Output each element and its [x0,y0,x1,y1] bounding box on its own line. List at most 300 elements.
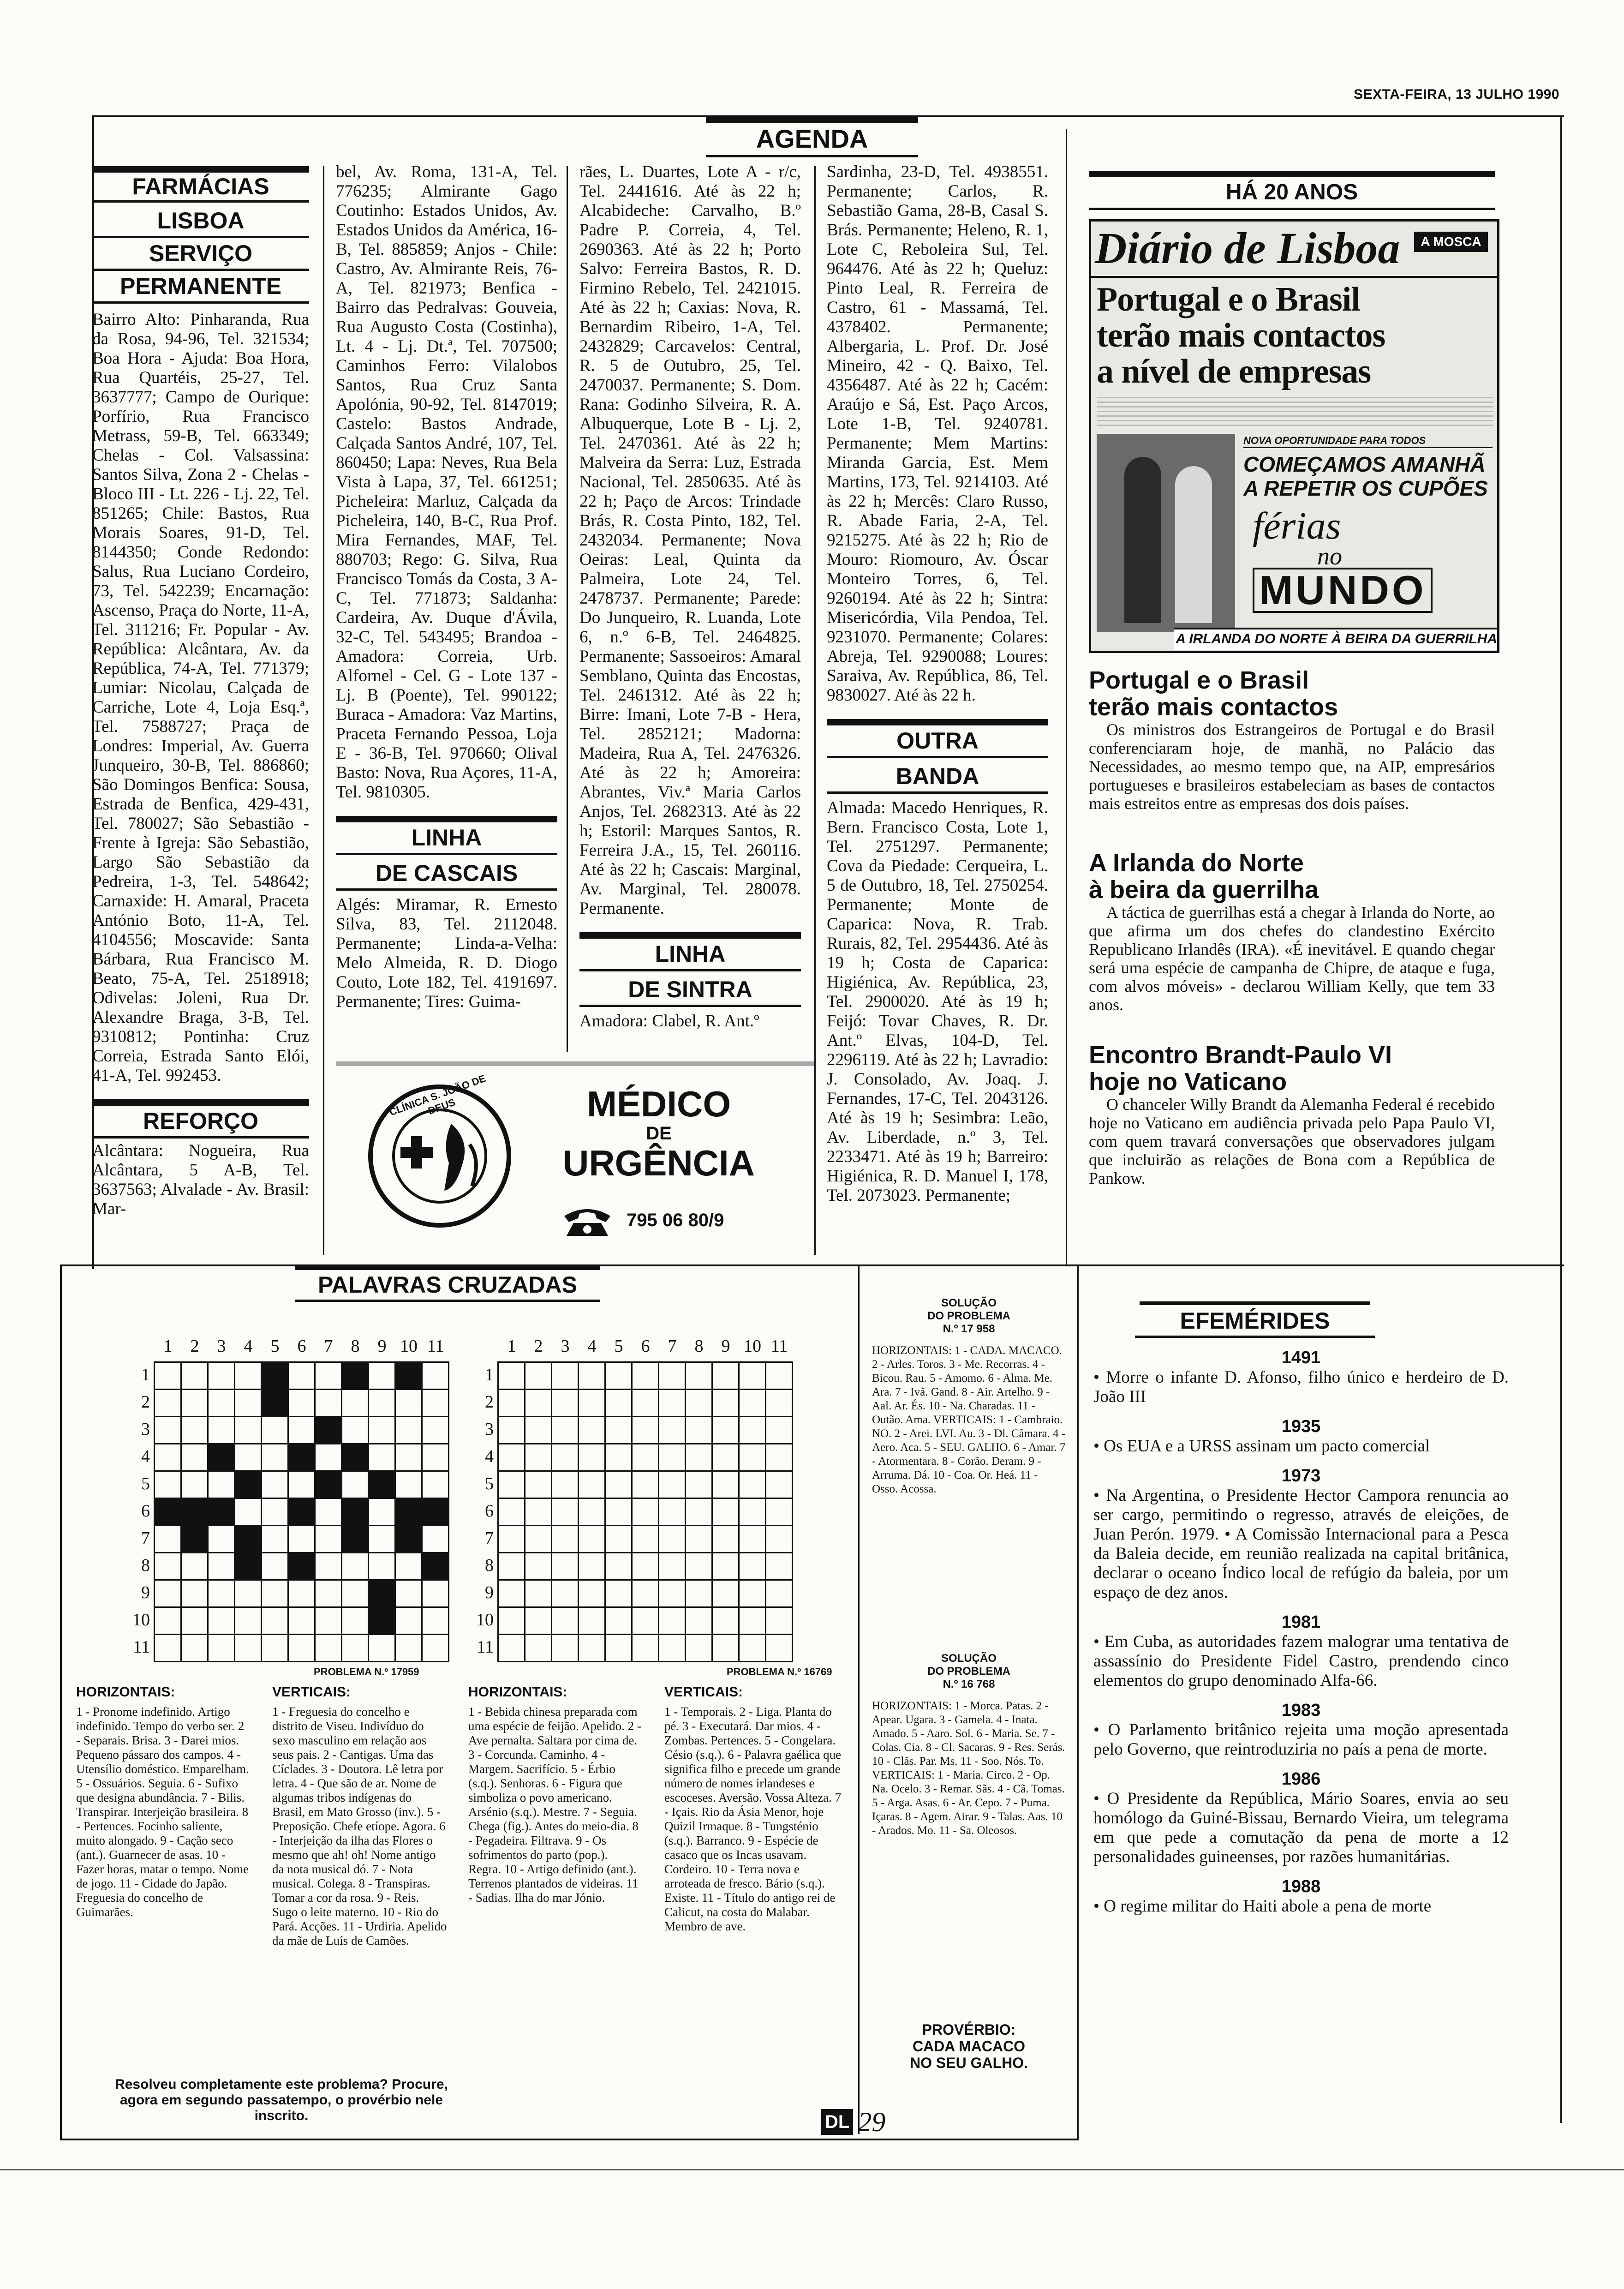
grid-black-cell [288,1553,315,1580]
col-number: 7 [668,1336,677,1356]
grid-cell[interactable] [395,1471,422,1498]
grid-cell[interactable] [525,1498,552,1526]
grid-cell[interactable] [422,1390,449,1417]
grid-cell[interactable] [739,1580,766,1607]
grid-2-row-numbers [475,1361,494,1661]
efemeride-item [1093,1612,1509,1690]
grid-cell[interactable] [155,1607,181,1635]
grid-cell[interactable] [315,1444,342,1471]
grid-cell[interactable] [315,1580,342,1607]
farmacias-heading [92,166,309,203]
grid-cell[interactable] [605,1580,632,1607]
efemeride-text: • O Presidente da República, Mário Soares, envia ao seu homólogo da Guiné-Bissau, Bernardo Vieira, um telegrama em que pede a comutação da pena de morte a 12 personalidades guineenses, por razões humanitárias. [1093,1789,1509,1866]
grid-cell[interactable] [288,1390,315,1417]
col-number: 11 [770,1336,788,1356]
grid-cell[interactable] [395,1607,422,1635]
grid-cell[interactable] [498,1417,525,1444]
grid-cell[interactable] [262,1607,288,1635]
clues-text: 1 - Temporais. 2 - Liga. Planta do pé. 3 - Executará. Dar mios. 4 - Zombas. Pertences. 5 - Congelara. Césio (s.q.). 6 - Palavra gaélica que significa filho e precede um grande número de nomes irlandeses e escoceses. Aversão. Vossa Alteza. 7 - Içais. Rio da Ásia Menor, hoje Quizil Irmaque. 8 - Tungsténio (s.q.). Barranco. 9 - Espécie de casaco que os Incas usavam. Cordeiro. 10 - Terra nova e arroteada de fresco. Bário (s.q.). Existe. 11 - Título do antigo rei de Calicut, na costa do Malabar. Membro de ave. [664,1705,842,1933]
grid-cell[interactable] [632,1390,659,1417]
grid-cell[interactable] [422,1471,449,1498]
article-1-title: terão mais contactos [1089,693,1338,721]
agenda-col-4 [827,162,1048,1205]
grid-cell[interactable] [739,1498,766,1526]
grid-cell[interactable] [181,1471,208,1498]
grid-cell[interactable] [181,1417,208,1444]
grid-cell[interactable] [498,1362,525,1390]
grid-cell[interactable] [739,1417,766,1444]
grid-cell[interactable] [712,1417,739,1444]
grid-cell[interactable] [525,1362,552,1390]
linha-label: LINHA [655,941,726,967]
reforco-heading: REFORÇO [92,1099,309,1139]
solution-2 [872,1652,1066,1838]
grid-cell[interactable] [235,1607,262,1635]
grid-cell[interactable] [498,1607,525,1635]
grid-cell[interactable] [498,1635,525,1662]
grid-cell[interactable] [208,1526,235,1553]
grid-cell[interactable] [605,1417,632,1444]
row-number: 3 [141,1420,150,1439]
grid-cell[interactable] [712,1390,739,1417]
grid-cell[interactable] [422,1580,449,1607]
grid-cell[interactable] [552,1553,579,1580]
grid-cell[interactable] [659,1362,686,1390]
column-rule [1066,129,1067,1264]
grid-cell[interactable] [395,1553,422,1580]
grid-cell[interactable] [342,1607,369,1635]
grid-cell[interactable] [712,1498,739,1526]
grid-cell[interactable] [605,1526,632,1553]
grid-cell[interactable] [208,1635,235,1662]
grid-cell[interactable] [739,1553,766,1580]
grid-cell[interactable] [208,1607,235,1635]
col-number: 2 [190,1336,199,1356]
grid-cell[interactable] [422,1635,449,1662]
grid-cell[interactable] [422,1526,449,1553]
grid-cell[interactable] [155,1471,181,1498]
grid-cell[interactable] [315,1498,342,1526]
solution-heading-line: N.º 17 958 [943,1323,995,1335]
row-number: 11 [477,1637,494,1657]
grid-black-cell [342,1498,369,1526]
ha20anos-article-1 [1089,667,1495,813]
crossword-grid-1[interactable] [154,1361,449,1662]
solution-1 [872,1297,1066,1496]
grid-cell[interactable] [288,1526,315,1553]
clues-text: 1 - Pronome indefinido. Artigo indefinido. Tempo do verbo ser. 2 - Separais. Brisa. 3 - Darei mios. Pequeno pássaro dos campos. 4 - Utensílio doméstico. Emparelham. 5 - Ossuários. Seguia. 6 - Sufixo que designa abundância. 7 - Bilis. Transpirar. Interjeição brasileira. 8 - Pertences. Focinho saliente, muito alongado. 9 - Cação seco (ant.). Guarnecer de asas. 10 - Fazer horas, matar o tempo. Nome de jogo. 11 - Cidade do Japão. Freguesia do concelho de Guimarães. [76,1705,249,1919]
grid-cell[interactable] [498,1471,525,1498]
grid-cell[interactable] [235,1417,262,1444]
grid-cell[interactable] [766,1390,793,1417]
grid-cell[interactable] [632,1607,659,1635]
crossword-grid-2[interactable] [497,1361,793,1662]
crossword-header [295,1264,600,1302]
grid-cell[interactable] [342,1471,369,1498]
grid-cell[interactable] [525,1526,552,1553]
grid-cell[interactable] [369,1635,395,1662]
grid-cell[interactable] [632,1362,659,1390]
grid-cell[interactable] [686,1444,712,1471]
dateline: SEXTA-FEIRA, 13 JULHO 1990 [1354,87,1559,102]
grid-cell[interactable] [342,1580,369,1607]
grid-cell[interactable] [395,1580,422,1607]
grid-cell[interactable] [632,1553,659,1580]
grid-cell[interactable] [525,1635,552,1662]
grid-cell[interactable] [579,1580,605,1607]
grid-cell[interactable] [712,1580,739,1607]
resolveu-note: Resolveu completamente este problema? Procure, agora em segundo passatempo, o provérbio nele inscrito. [115,2077,448,2123]
grid-cell[interactable] [712,1607,739,1635]
grid-cell[interactable] [686,1390,712,1417]
grid-cell[interactable] [262,1553,288,1580]
grid-cell[interactable] [632,1498,659,1526]
grid-cell[interactable] [766,1607,793,1635]
article-2-title: A Irlanda do Norte [1089,849,1304,877]
grid-cell[interactable] [395,1444,422,1471]
grid-cell[interactable] [766,1553,793,1580]
grid-cell[interactable] [605,1635,632,1662]
grid-cell[interactable] [766,1526,793,1553]
grid-cell[interactable] [498,1390,525,1417]
grid-cell[interactable] [369,1390,395,1417]
grid-cell[interactable] [739,1471,766,1498]
grid-cell[interactable] [579,1553,605,1580]
grid-cell[interactable] [369,1498,395,1526]
grid-cell[interactable] [369,1553,395,1580]
grid-cell[interactable] [552,1471,579,1498]
grid-cell[interactable] [369,1444,395,1471]
grid-cell[interactable] [315,1607,342,1635]
grid-cell[interactable] [262,1526,288,1553]
grid-cell[interactable] [739,1526,766,1553]
grid-cell[interactable] [181,1607,208,1635]
grid-cell[interactable] [766,1580,793,1607]
grid-cell[interactable] [739,1444,766,1471]
col-number: 9 [377,1336,387,1356]
agenda-col-2 [336,162,557,1012]
masthead-rule [1091,276,1497,278]
grid-cell[interactable] [181,1635,208,1662]
col-number: 6 [641,1336,650,1356]
grid-cell[interactable] [395,1390,422,1417]
grid-cell[interactable] [686,1580,712,1607]
grid-cell[interactable] [552,1444,579,1471]
grid-cell[interactable] [766,1635,793,1662]
grid-black-cell [422,1498,449,1526]
grid-cell[interactable] [208,1390,235,1417]
proverbio-box [872,2021,1066,2071]
column-rule [567,166,568,1052]
grid-cell[interactable] [579,1526,605,1553]
grid-cell[interactable] [395,1417,422,1444]
col-number: 3 [561,1336,570,1356]
row-number: 9 [141,1583,150,1602]
grid-black-cell [288,1498,315,1526]
grid-cell[interactable] [766,1417,793,1444]
grid-cell[interactable] [766,1362,793,1390]
grid-cell[interactable] [766,1471,793,1498]
grid-cell[interactable] [288,1471,315,1498]
col-number: 10 [400,1336,418,1356]
grid-cell[interactable] [659,1526,686,1553]
grid-cell[interactable] [579,1417,605,1444]
grid-cell[interactable] [605,1607,632,1635]
grid-cell[interactable] [395,1635,422,1662]
grid-cell[interactable] [342,1553,369,1580]
grid-cell[interactable] [208,1362,235,1390]
grid-cell[interactable] [686,1635,712,1662]
grid-cell[interactable] [739,1635,766,1662]
col-number: 8 [694,1336,704,1356]
article-2-title: à beira da guerrilha [1089,876,1319,904]
front-comecamos-line: A REPETIR OS CUPÕES [1243,476,1488,500]
grid-cell[interactable] [686,1417,712,1444]
grid-cell[interactable] [632,1417,659,1444]
grid-cell[interactable] [659,1553,686,1580]
grid-cell[interactable] [659,1498,686,1526]
grid-cell[interactable] [315,1390,342,1417]
clues-heading: HORIZONTAIS: [76,1684,175,1700]
grid-cell[interactable] [498,1580,525,1607]
grid-cell[interactable] [659,1471,686,1498]
grid-cell[interactable] [181,1444,208,1471]
grid-cell[interactable] [181,1362,208,1390]
grid-cell[interactable] [552,1498,579,1526]
clues-heading: VERTICAIS: [272,1684,351,1700]
grid-cell[interactable] [712,1362,739,1390]
grid-black-cell [235,1471,262,1498]
grid-cell[interactable] [686,1607,712,1635]
grid-cell[interactable] [422,1444,449,1471]
outra-banda-heading [827,719,1048,758]
grid-cell[interactable] [579,1635,605,1662]
grid-cell[interactable] [686,1526,712,1553]
grid-cell[interactable] [498,1526,525,1553]
col-number: 8 [351,1336,360,1356]
grid-cell[interactable] [208,1417,235,1444]
grid-cell[interactable] [632,1471,659,1498]
grid-cell[interactable] [498,1498,525,1526]
grid-cell[interactable] [369,1362,395,1390]
grid-cell[interactable] [181,1580,208,1607]
grid-cell[interactable] [262,1444,288,1471]
grid-cell[interactable] [342,1390,369,1417]
grid-cell[interactable] [315,1635,342,1662]
grid-cell[interactable] [605,1471,632,1498]
grid-cell[interactable] [155,1553,181,1580]
grid-cell[interactable] [181,1553,208,1580]
grid-cell[interactable] [579,1471,605,1498]
front-comecamos [1243,452,1493,500]
grid-cell[interactable] [686,1471,712,1498]
grid-cell[interactable] [235,1362,262,1390]
grid-cell[interactable] [632,1635,659,1662]
grid-cell[interactable] [552,1362,579,1390]
grid-cell[interactable] [235,1580,262,1607]
grid-cell[interactable] [712,1553,739,1580]
row-number: 6 [141,1501,150,1521]
grid-cell[interactable] [288,1417,315,1444]
grid-cell[interactable] [525,1580,552,1607]
grid-cell[interactable] [155,1390,181,1417]
row-number: 9 [485,1583,494,1602]
grid-cell[interactable] [605,1553,632,1580]
grid-cell[interactable] [659,1390,686,1417]
grid-cell[interactable] [605,1498,632,1526]
grid-cell[interactable] [342,1417,369,1444]
grid-cell[interactable] [525,1444,552,1471]
grid-cell[interactable] [579,1444,605,1471]
grid-cell[interactable] [632,1526,659,1553]
grid-cell[interactable] [155,1635,181,1662]
cascais-text: Algés: Miramar, R. Ernesto Silva, 83, Tel. 2112048. Permanente; Linda-a-Velha: Melo Almeida, R. D. Diogo Couto, Lote 182, Tel. 4191697. Permanente; Tires: Guima- [336,895,557,1011]
grid-cell[interactable] [712,1635,739,1662]
grid-cell[interactable] [155,1444,181,1471]
grid-black-cell [181,1498,208,1526]
grid-cell[interactable] [525,1607,552,1635]
grid-cell[interactable] [739,1607,766,1635]
solution-heading-line: SOLUÇÃO [941,1652,997,1665]
grid-cell[interactable] [632,1580,659,1607]
grid-cell[interactable] [155,1362,181,1390]
grid-cell[interactable] [552,1580,579,1607]
grid-cell[interactable] [181,1390,208,1417]
clues-heading: HORIZONTAIS: [468,1684,567,1700]
grid-cell[interactable] [422,1417,449,1444]
grid-cell[interactable] [552,1607,579,1635]
grid-cell[interactable] [659,1417,686,1444]
grid-cell[interactable] [712,1444,739,1471]
row-number: 10 [476,1610,494,1630]
efemeride-year: 1983 [1281,1701,1321,1720]
grid-cell[interactable] [552,1390,579,1417]
grid-cell[interactable] [712,1471,739,1498]
efemeride-year: 1988 [1281,1877,1321,1896]
grid-cell[interactable] [208,1471,235,1498]
col-number: 5 [614,1336,623,1356]
grid-cell[interactable] [739,1362,766,1390]
front-oportunidade: NOVA OPORTUNIDADE PARA TODOS [1243,435,1493,448]
grid-cell[interactable] [422,1362,449,1390]
column-rule [323,166,324,1255]
grid-cell[interactable] [262,1635,288,1662]
grid-cell[interactable] [739,1390,766,1417]
grid-cell[interactable] [579,1362,605,1390]
grid-cell[interactable] [525,1553,552,1580]
grid-cell[interactable] [712,1526,739,1553]
grid-cell[interactable] [262,1580,288,1607]
grid-cell[interactable] [579,1390,605,1417]
grid-cell[interactable] [498,1553,525,1580]
grid-cell[interactable] [288,1607,315,1635]
grid-cell[interactable] [155,1417,181,1444]
grid-cell[interactable] [315,1553,342,1580]
grid-cell[interactable] [686,1362,712,1390]
row-number: 2 [141,1392,150,1412]
efemerides-section [1093,1301,1509,1916]
de-sintra-label: DE SINTRA [579,974,801,1007]
grid-cell[interactable] [342,1635,369,1662]
right-frame-rule [1560,115,1562,2123]
efemeride-text: • Os EUA e a URSS assinam um pacto comercial [1093,1437,1430,1456]
front-photo [1097,434,1235,632]
article-2-body: A táctica de guerrilhas está a chegar à Irlanda do Norte, ao que afirma um dos chefes do clandestino Exército Republicano Irlandês (IRA). «É inevitável. E quando chegar será uma espécie de campanha de Chipre, de ataque e fuga, com alvos móveis» - declarou William Kelly, que tem 33 anos. [1089,903,1495,1014]
clues-text: 1 - Freguesia do concelho e distrito de Viseu. Indivíduo do sexo masculino em relação aos seus pais. 2 - Cantigas. Uma das Cíclades. 3 - Doutora. Lê letra por letra. 4 - Que são de ar. Nome de algumas tribos indígenas do Brasil, em Mato Grosso (inv.). 5 - Preposição. Chefe etíope. Agora. 6 - Interjeição da ilha das Flores o mesmo que ah! oh! Nome antigo da nota musical dó. 7 - Nota musical. Colega. 8 - Transpiras. Tomar a cor da rosa. 9 - Reis. Sugo o leite materno. 10 - Rio do Pará. Acções. 11 - Urdiria. Apelido da mãe de Luís de Camões. [272,1705,447,1947]
grid-cell[interactable] [498,1444,525,1471]
grid-cell[interactable] [632,1444,659,1471]
grid-cell[interactable] [288,1362,315,1390]
grid-cell[interactable] [235,1444,262,1471]
grid-black-cell [208,1444,235,1471]
grid-cell[interactable] [579,1607,605,1635]
grid-cell[interactable] [262,1417,288,1444]
grid-cell[interactable] [422,1607,449,1635]
clues-horizontais-2 [468,1684,644,1905]
grid-cell[interactable] [262,1498,288,1526]
grid-cell[interactable] [605,1444,632,1471]
grid-cell[interactable] [369,1417,395,1444]
row-number: 11 [133,1637,150,1657]
grid-cell[interactable] [579,1498,605,1526]
grid-cell[interactable] [315,1526,342,1553]
grid-cell[interactable] [235,1390,262,1417]
solution-heading-line: DO PROBLEMA [927,1665,1010,1678]
grid-cell[interactable] [686,1498,712,1526]
grid-cell[interactable] [315,1362,342,1390]
row-number: 4 [485,1447,494,1466]
grid-black-cell [235,1553,262,1580]
grid-cell[interactable] [208,1553,235,1580]
grid-cell[interactable] [766,1444,793,1471]
grid-cell[interactable] [288,1580,315,1607]
grid-cell[interactable] [525,1390,552,1417]
grid-cell[interactable] [686,1553,712,1580]
grid-cell[interactable] [659,1580,686,1607]
grid-black-cell [208,1498,235,1526]
grid-cell[interactable] [525,1417,552,1444]
grid-cell[interactable] [766,1498,793,1526]
grid-cell[interactable] [208,1580,235,1607]
grid-cell[interactable] [235,1635,262,1662]
grid-black-cell [369,1471,395,1498]
row-number: 2 [485,1392,494,1412]
clues-text: 1 - Bebida chinesa preparada com uma espécie de feijão. Apelido. 2 - Ave pernalta. Saltara por cima de. 3 - Corcunda. Caminho. 4 - Margem. Sacrifício. 5 - Érbio (s.q.). Senhoras. 6 - Figura que simboliza o povo americano. Arsénio (s.q.). Mestre. 7 - Seguia. Chega (fig.). Antes do meio-dia. 8 - Pegadeira. Filtrava. 9 - Os sofrimentos do parto (pop.). Regra. 10 - Artigo definido (ant.). Terrenos plantados de videiras. 11 - Sadias. Ilha do mar Jónio. [468,1705,641,1905]
col-number: 2 [534,1336,543,1356]
grid-cell[interactable] [605,1390,632,1417]
front-comecamos-line: COMEÇAMOS AMANHÃ [1243,452,1486,476]
grid-cell[interactable] [155,1580,181,1607]
grid-1-row-numbers [131,1361,150,1661]
de-label: DE [646,1123,672,1144]
grid-cell[interactable] [525,1471,552,1498]
grid-cell[interactable] [659,1444,686,1471]
grid-cell[interactable] [369,1526,395,1553]
grid-cell[interactable] [262,1471,288,1498]
agenda-col-3 [579,162,801,1031]
row-number: 8 [141,1556,150,1575]
grid-cell[interactable] [155,1526,181,1553]
grid-cell[interactable] [659,1607,686,1635]
grid-cell[interactable] [235,1498,262,1526]
grid-cell[interactable] [605,1362,632,1390]
outra-banda-text: Almada: Macedo Henriques, R. Bern. Francisco Costa, Lote 1, Tel. 2751297. Permanente; Cova da Piedade: Cerqueira, L. 5 de Outubro, 18, Tel. 2750254. Permanente; Monte de Caparica: Nova, R. Trab. Rurais, 82, Tel. 2954436. Até às 19 h; Costa de Caparica: Higiénica, Av. República, 23, Tel. 2900020. Até às 19 h; Feijó: Tovar Chaves, R. Dr. Ant.º Elvas, 104-D, Tel. 2296119. Até às 22 h; Lavradio: J. Consolado, Av. Joaq. J. Fernandes, 17-C, Tel. 2043126. Até às 19 h; Sesimbra: Leão, Av. Liberdade, n.º 3, Tel. 2233471. Até às 19 h; Barreiro: Higiénica, R. D. Manuel I, 178, Tel. 2073023. Permanente; [827,798,1048,1205]
grid-cell[interactable] [552,1635,579,1662]
grid-cell[interactable] [659,1635,686,1662]
grid-cell[interactable] [552,1526,579,1553]
grid-cell[interactable] [552,1417,579,1444]
grid-cell[interactable] [288,1635,315,1662]
